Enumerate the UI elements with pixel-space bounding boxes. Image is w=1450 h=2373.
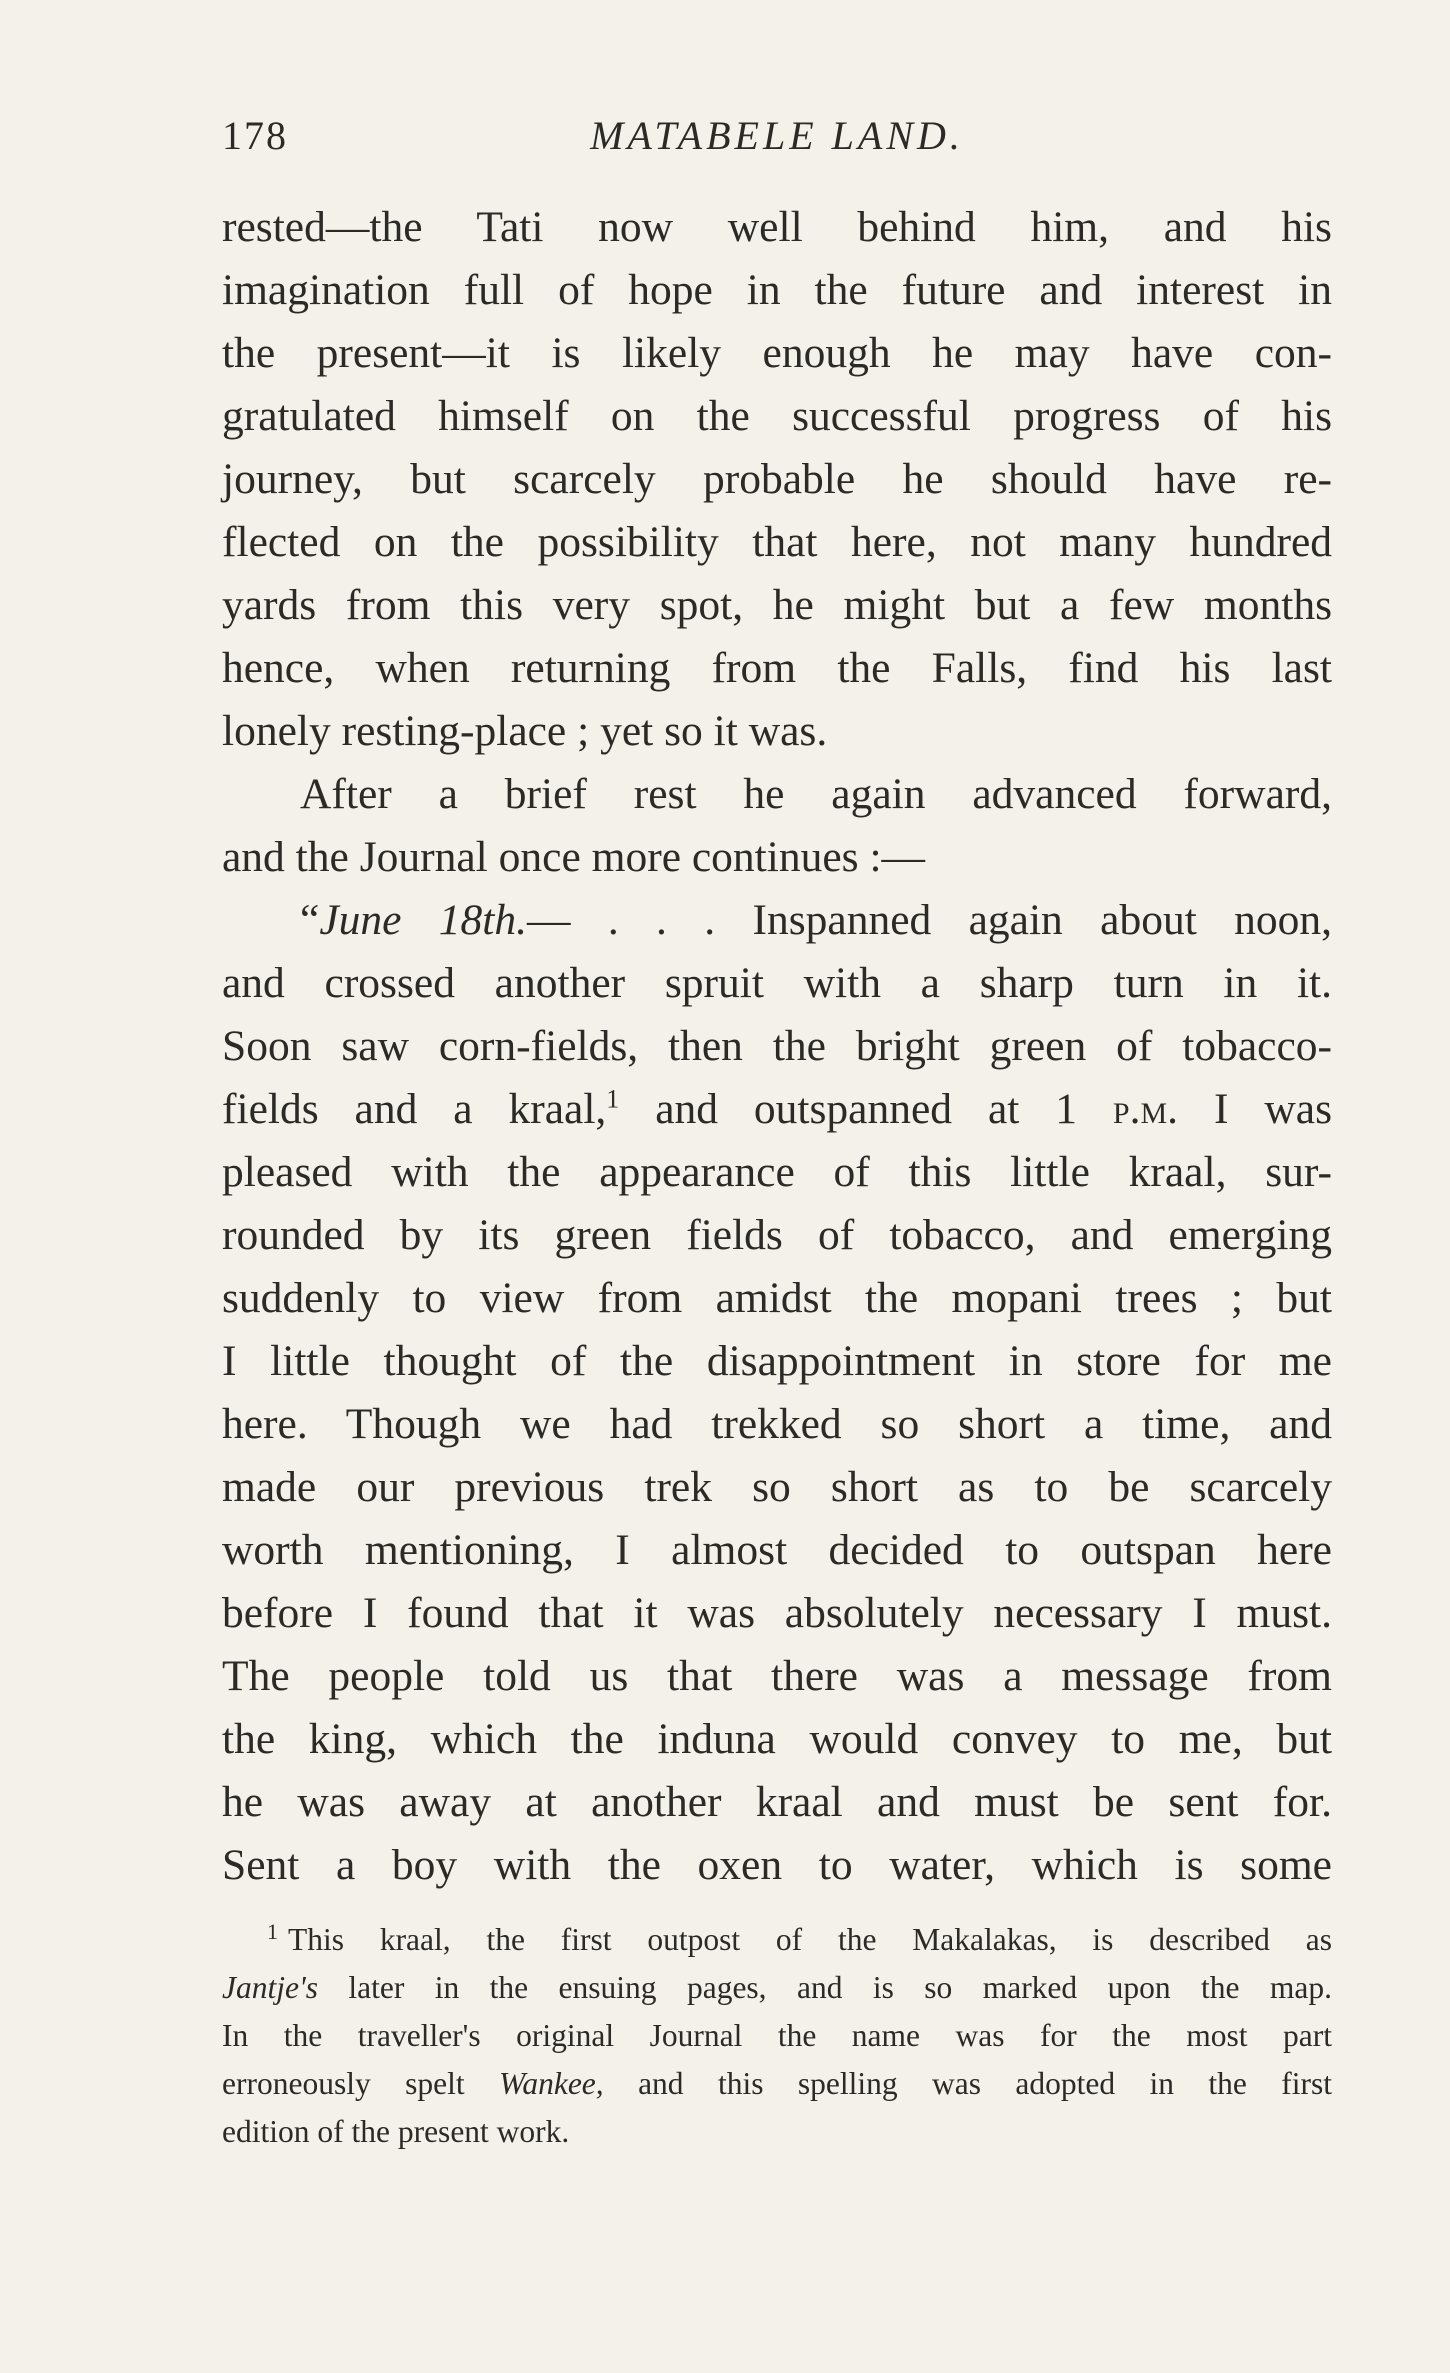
text-line: before I found that it was absolutely necessary I must. (222, 1589, 1332, 1637)
text-line: here. Though we had trekked so short a time, and (222, 1400, 1332, 1448)
footnote-line: edition of the present work. (222, 2114, 570, 2149)
text-segment: This kraal, the first outpost of the Makalakas, is described as (288, 1922, 1332, 1957)
footnote-italic: Wankee, (499, 2066, 604, 2101)
footnote-line (222, 2060, 1332, 2108)
text-segment: and outspanned at (619, 1085, 1056, 1133)
footnote-ref-line (222, 1078, 1332, 1141)
running-head: MATABELE LAND. (590, 113, 964, 158)
text-line: Sent a boy with the oxen to water, which is some (222, 1841, 1332, 1889)
text-line: the king, which the induna would convey to me, but (222, 1715, 1332, 1763)
journal-entry-text: — . . . Inspanned again about noon, (526, 896, 1332, 944)
footnote (222, 1916, 1332, 2156)
page-number: 178 (222, 113, 288, 158)
text-line: After a brief rest he again advanced forward, (300, 770, 1332, 818)
footnote-marker: 1 (267, 1918, 278, 1944)
text-line: Soon saw corn-fields, then the bright green of tobacco- (222, 1022, 1332, 1070)
text-line: imagination full of hope in the future and interest in (222, 266, 1332, 314)
text-segment: fields and a kraal, (222, 1085, 607, 1133)
text-line: pleased with the appearance of this little kraal, sur- (222, 1148, 1332, 1196)
text-line: flected on the possibility that here, not many hundred (222, 518, 1332, 566)
open-quote: “ (300, 896, 320, 944)
text-segment: later in the ensuing pages, and is so marked upon the map. (317, 1970, 1332, 2005)
footnote-reference: 1 (606, 1084, 620, 1114)
text-line: and crossed another spruit with a sharp turn in it. (222, 959, 1332, 1007)
text-line: rounded by its green fields of tobacco, and emerging (222, 1211, 1332, 1259)
text-line: hence, when returning from the Falls, find his last (222, 644, 1332, 692)
text-segment: and this spelling was adopted in the first (603, 2066, 1333, 2101)
body-text (222, 196, 1332, 1897)
time-unit: p.m. (1077, 1085, 1179, 1133)
footnote-line (222, 1916, 1332, 1964)
text-line: the present—it is likely enough he may have con- (222, 329, 1332, 377)
journal-entry-line (222, 889, 1332, 952)
text-line: made our previous trek so short as to be scarcely (222, 1463, 1332, 1511)
text-line: gratulated himself on the successful progress of his (222, 392, 1332, 440)
text-line: rested—the Tati now well behind him, and his (222, 203, 1332, 251)
footnote-italic: Jantje's (222, 1970, 318, 2005)
footnote-line (222, 1964, 1332, 2012)
time-number: 1 (1055, 1085, 1078, 1133)
text-line: he was away at another kraal and must be sent for. (222, 1778, 1332, 1826)
page-header (222, 112, 1332, 168)
text-line: worth mentioning, I almost decided to outspan here (222, 1526, 1332, 1574)
text-line: suddenly to view from amidst the mopani trees ; but (222, 1274, 1332, 1322)
footnote-line: In the traveller's original Journal the name was for the most part (222, 2018, 1332, 2053)
text-segment: I was (1178, 1085, 1332, 1133)
text-line: yards from this very spot, he might but a few months (222, 581, 1332, 629)
text-line: I little thought of the disappointment in store for me (222, 1337, 1332, 1385)
journal-date: June 18th. (319, 896, 527, 944)
text-segment: erroneously spelt (222, 2066, 499, 2101)
text-line: The people told us that there was a message from (222, 1652, 1332, 1700)
text-line: lonely resting-place ; yet so it was. (222, 707, 828, 755)
text-line: journey, but scarcely probable he should have re- (222, 455, 1332, 503)
text-line: and the Journal once more continues :— (222, 833, 926, 881)
